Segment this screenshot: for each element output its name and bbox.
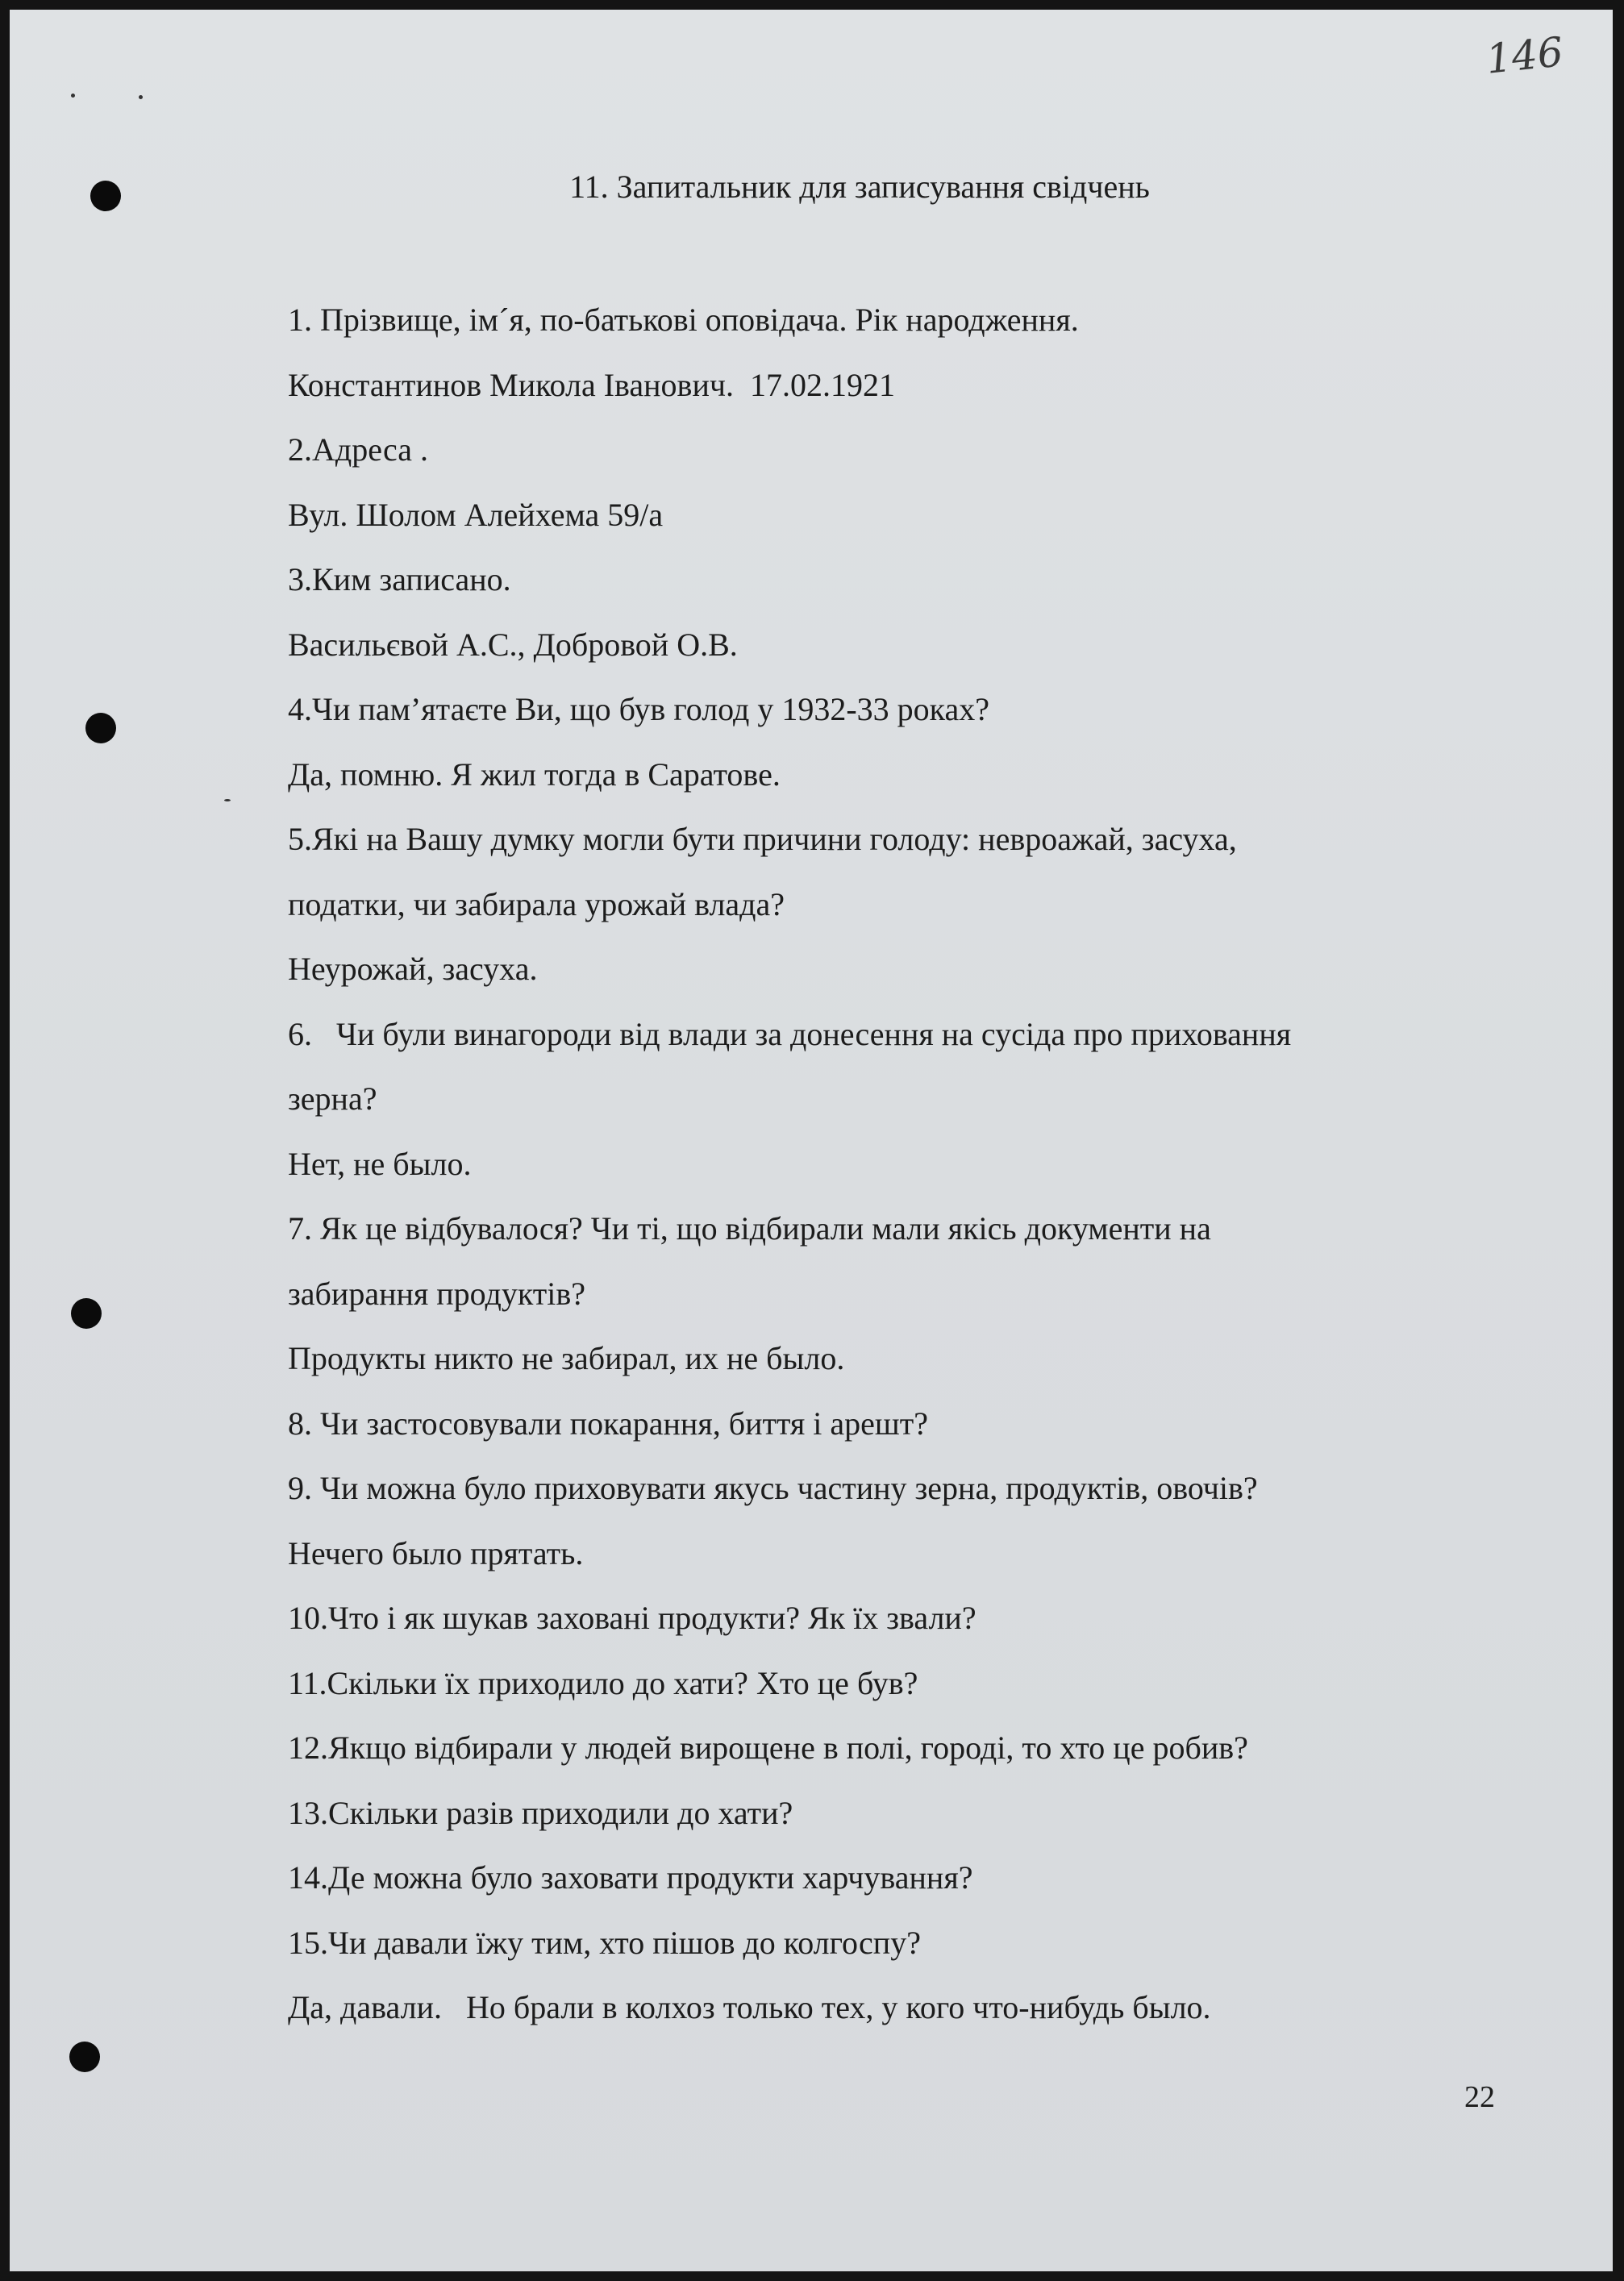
text-line: 5.Які на Вашу думку могли бути причини голоду: невроажай, засуха, [288, 821, 1237, 857]
text-line: 6. Чи були винагороди від влади за донесення на сусіда про приховання [288, 1015, 1292, 1052]
page-title: 11. Запитальник для записування свідчень [569, 169, 1150, 205]
text-line: Да, давали. Но брали в колхоз только тех, у кого что-нибудь было. [288, 1989, 1211, 2025]
text-line: Васильєвой А.С., Добровой О.В. [288, 626, 738, 663]
text-line: Вул. Шолом Алейхема 59/а [288, 496, 664, 533]
text-line: Да, помню. Я жил тогда в Саратове. [288, 755, 781, 793]
text-line: 2.Адреса . [288, 431, 428, 468]
text-line: Константинов Микола Іванович. 17.02.1921 [288, 366, 895, 403]
text-line: 13.Скільки разів приходили до хати? [288, 1794, 793, 1831]
text-line: 8. Чи застосовували покарання, биття і арешт? [288, 1405, 928, 1442]
text-line: 14.Де можна було заховати продукти харчування? [288, 1859, 973, 1896]
text-line: 7. Як це відбувалося? Чи ті, що відбирали мали якісь документи на [288, 1210, 1211, 1247]
text-line: Нечего было прятать. [288, 1534, 584, 1571]
text-line: зерна? [288, 1080, 377, 1117]
text-line: забирання продуктів? [288, 1275, 586, 1312]
punch-hole-3 [71, 1298, 102, 1329]
paper-speck [71, 94, 75, 98]
text-line: 3.Ким записано. [288, 561, 511, 597]
text-line: податки, чи забирала урожай влада? [288, 885, 785, 922]
questionnaire-body [288, 293, 1497, 2046]
paper-speck [224, 799, 231, 801]
text-line: Неурожай, засуха. [288, 951, 538, 987]
text-line: Нет, не было. [288, 1145, 472, 1182]
archive-page-number: 146 [1483, 28, 1565, 83]
page-number: 22 [1464, 2080, 1495, 2114]
text-line: 9. Чи можна було приховувати якусь частину зерна, продуктів, овочів? [288, 1470, 1258, 1506]
text-line: 4.Чи пам’ятаєте Ви, що був голод у 1932-33 роках? [288, 691, 990, 727]
text-line: 10.Что і як шукав заховані продукти? Як їх звали? [288, 1600, 976, 1636]
text-line: 15.Чи давали їжу тим, хто пішов до колгоспу? [288, 1924, 921, 1961]
text-line: 1. Прізвище, ім´я, по-батькові оповідача. Рік народження. [288, 302, 1079, 338]
text-line: 12.Якщо відбирали у людей вирощене в полі, городі, то хто це робив? [288, 1729, 1248, 1766]
punch-hole-2 [85, 713, 116, 743]
text-line: Продукты никто не забирал, их не было. [288, 1340, 845, 1376]
punch-hole-4 [69, 2042, 100, 2072]
document-page [10, 10, 1613, 2271]
text-line: 11.Скільки їх приходило до хати? Хто це був? [288, 1664, 918, 1701]
paper-speck [139, 95, 143, 99]
